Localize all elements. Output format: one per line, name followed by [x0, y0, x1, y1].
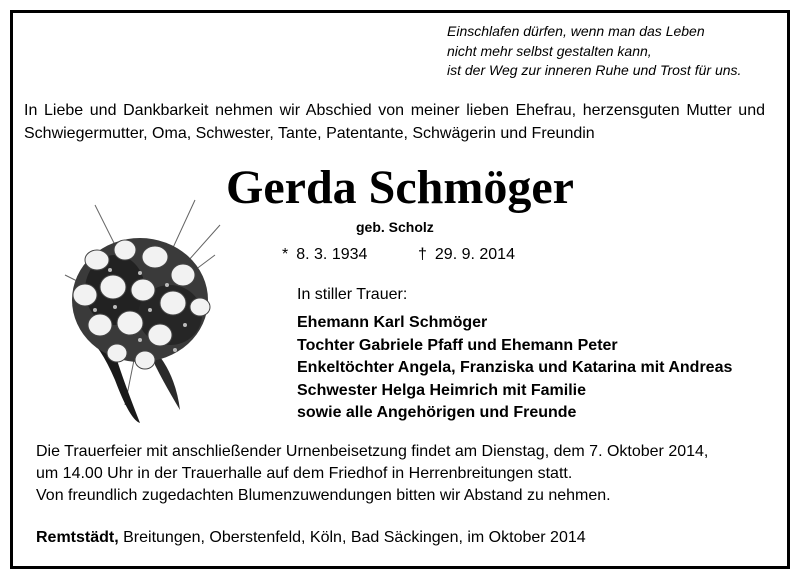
mourner-item: Enkeltöchter Angela, Franziska und Katarina mit Andreas — [297, 359, 733, 376]
service-line: um 14.00 Uhr in der Trauerhalle auf dem Friedhof in Herrenbreitungen statt. — [36, 465, 573, 482]
intro-text: In Liebe und Dankbarkeit nehmen wir Abschied von meiner lieben Ehefrau, herzensguten Mutter und Schwiegermutter, Oma, Schwester, Tante, Patentante, Schwägerin und Freundin — [24, 102, 765, 142]
poem-line: Einschlafen dürfen, wenn man das Leben — [447, 23, 705, 39]
service-line: Die Trauerfeier mit anschließender Urnenbeisetzung findet am Dienstag, dem 7. Oktober 2014, — [36, 443, 709, 460]
birth-date — [282, 244, 367, 266]
mourning-label: In stiller Trauer: — [297, 286, 408, 303]
mourner-item: Tochter Gabriele Pfaff und Ehemann Peter — [297, 336, 618, 354]
locations-line — [36, 527, 586, 549]
poem-line: nicht mehr selbst gestalten kann, — [447, 42, 652, 59]
mourner-item: Schwester Helga Heimrich mit Familie — [297, 381, 586, 399]
birth-date-value: 8. 3. 1934 — [296, 246, 368, 263]
mourner-item: sowie alle Angehörigen und Freunde — [297, 404, 577, 421]
other-locations: Breitungen, Oberstenfeld, Köln, Bad Säckingen, im Oktober 2014 — [118, 529, 586, 546]
service-line: Von freundlich zugedachten Blumenzuwendungen bitten wir Abstand zu nehmen. — [36, 487, 611, 504]
mourners-list — [297, 312, 732, 425]
poem-line: ist der Weg zur inneren Ruhe und Trost für uns. — [447, 62, 742, 78]
death-date — [418, 244, 515, 266]
birth-symbol: * — [282, 246, 289, 263]
death-symbol: † — [418, 246, 427, 263]
poem — [447, 22, 767, 81]
deceased-name: Gerda Schmöger — [226, 161, 574, 214]
service-info — [36, 441, 776, 507]
flower-bouquet-image — [55, 195, 225, 425]
death-date-value: 29. 9. 2014 — [434, 246, 515, 263]
birth-name: geb. Scholz — [356, 219, 434, 235]
mourner-item: Ehemann Karl Schmöger — [297, 314, 488, 331]
first-location: Remtstädt, — [36, 529, 119, 546]
